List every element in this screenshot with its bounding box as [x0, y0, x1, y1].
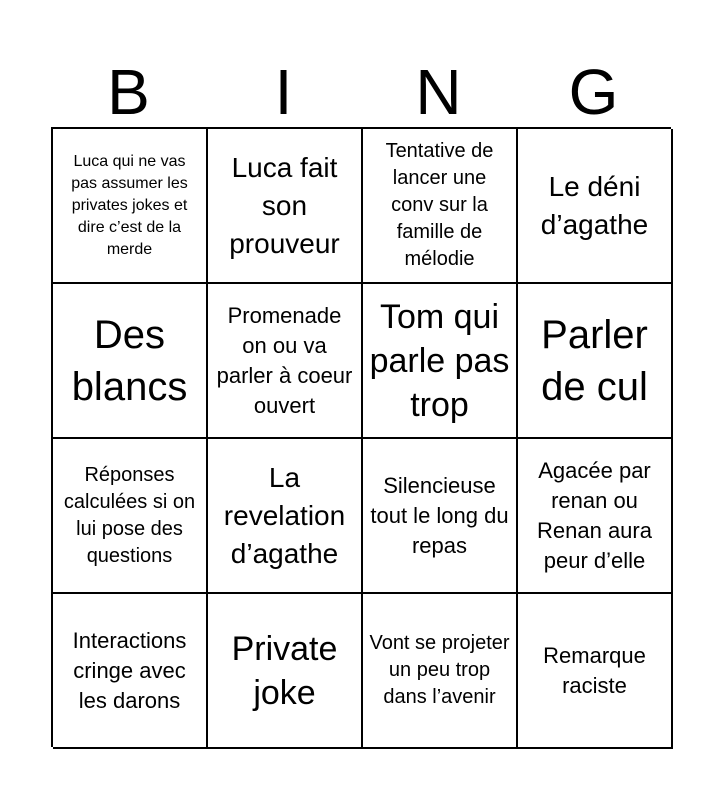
bingo-cell-r4-c2[interactable]: [208, 594, 363, 749]
bingo-cell-text: Luca fait son prouveur: [229, 151, 340, 259]
bingo-cell-r1-c3[interactable]: [363, 129, 518, 284]
header-letter-i: I: [274, 56, 293, 128]
bingo-cell-r4-c1[interactable]: [53, 594, 208, 749]
bingo-cell-r3-c4[interactable]: [518, 439, 673, 594]
bingo-cell-r2-c2[interactable]: [208, 284, 363, 439]
bingo-cell-text: Parler de cul: [541, 312, 648, 409]
bingo-cell-text: Luca qui ne vas pas assumer les privates jokes et dire c’est de la merde: [71, 152, 188, 258]
bingo-cell-text: Silencieuse tout le long du repas: [370, 472, 509, 558]
bingo-cell-r1-c4[interactable]: [518, 129, 673, 284]
bingo-grid: [51, 127, 671, 747]
header-letter-n: N: [415, 56, 462, 128]
bingo-cell-r4-c3[interactable]: [363, 594, 518, 749]
bingo-header: [51, 58, 671, 126]
bingo-cell-text: Vont se projeter un peu trop dans l’avenir: [369, 632, 510, 708]
header-letter-b: B: [107, 56, 150, 128]
bingo-cell-r3-c3[interactable]: [363, 439, 518, 594]
bingo-cell-r4-c4[interactable]: [518, 594, 673, 749]
bingo-cell-text: Agacée par renan ou Renan aura peur d’elle: [537, 457, 652, 573]
bingo-cell-text: Tom qui parle pas trop: [369, 297, 510, 424]
bingo-cell-r2-c1[interactable]: [53, 284, 208, 439]
bingo-cell-text: Promenade on ou va parler à coeur ouvert: [216, 302, 353, 418]
bingo-cell-r2-c3[interactable]: [363, 284, 518, 439]
bingo-cell-text: Private joke: [231, 629, 338, 712]
bingo-cell-text: Tentative de lancer une conv sur la famille de mélodie: [385, 140, 494, 270]
bingo-cell-r3-c2[interactable]: [208, 439, 363, 594]
bingo-cell-text: Interactions cringe avec les darons: [72, 627, 187, 713]
bingo-cell-r1-c2[interactable]: [208, 129, 363, 284]
bingo-cell-r2-c4[interactable]: [518, 284, 673, 439]
bingo-cell-text: Des blancs: [71, 312, 188, 409]
bingo-cell-r1-c1[interactable]: [53, 129, 208, 284]
bingo-cell-text: Le déni d’agathe: [540, 170, 649, 240]
header-letter-g: G: [568, 56, 619, 128]
bingo-cell-text: La revelation d’agathe: [223, 461, 346, 569]
bingo-cell-text: Réponses calculées si on lui pose des questions: [63, 463, 196, 567]
bingo-cell-r3-c1[interactable]: [53, 439, 208, 594]
bingo-cell-text: Remarque raciste: [543, 642, 646, 698]
